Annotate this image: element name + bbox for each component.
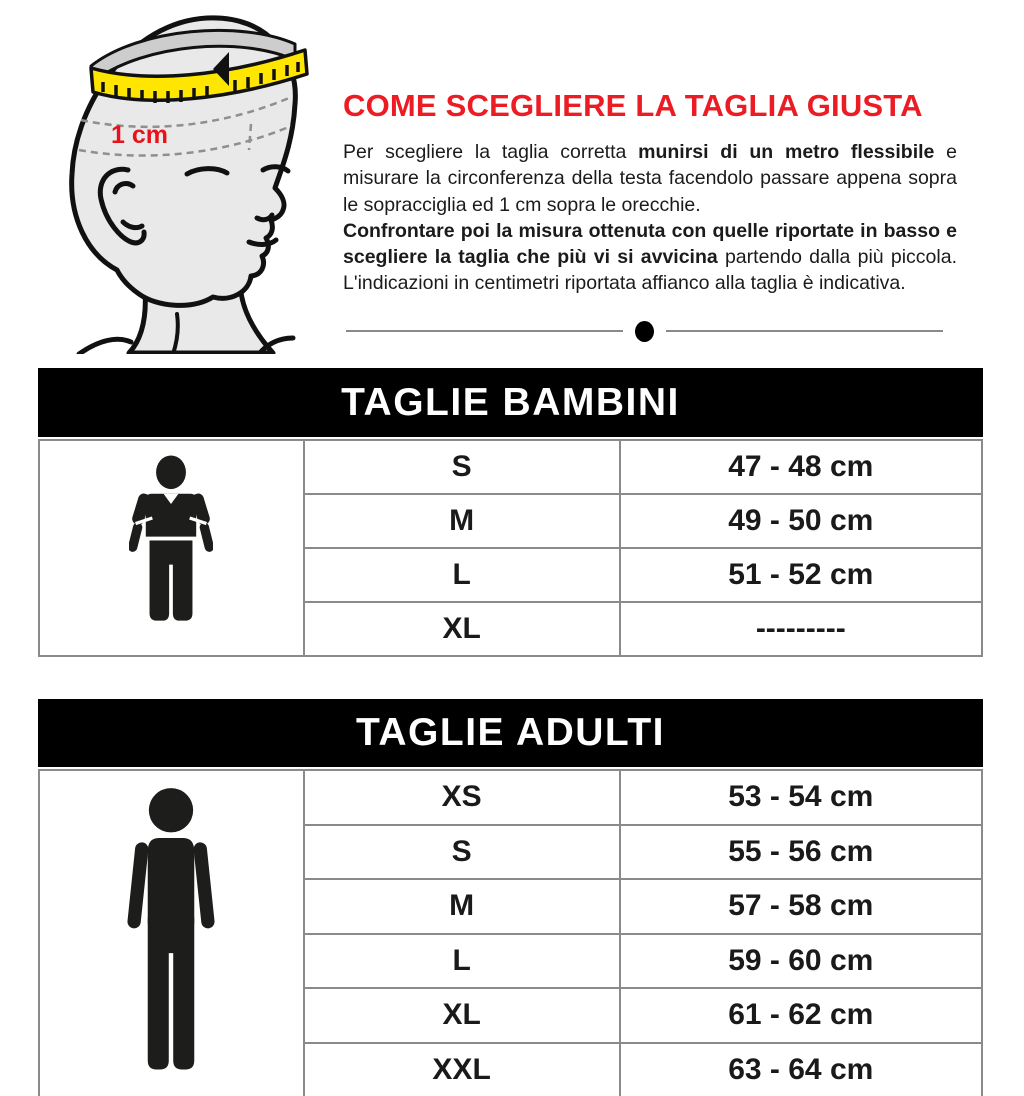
paragraph-segment: Per scegliere la taglia corretta [343,141,639,163]
size-label: M [304,494,620,548]
size-range: 61 - 62 cm [620,988,982,1043]
size-label: M [304,879,620,934]
size-range: 49 - 50 cm [620,494,982,548]
size-label: XXL [304,1043,620,1096]
adults-size-table [38,699,983,1096]
size-range: 59 - 60 cm [620,934,982,989]
size-range: 47 - 48 cm [620,440,982,494]
table-row [39,440,982,494]
adults-table-title: TAGLIE ADULTI [38,699,983,767]
head-measurement-illustration [26,2,330,354]
adult-figure-cell [39,770,304,1096]
child-figure-cell [39,440,304,656]
children-size-table [38,368,983,657]
adult-pictogram-icon [110,787,232,1075]
size-range: 53 - 54 cm [620,770,982,825]
children-table-title: TAGLIE BAMBINI [38,368,983,437]
intro-text-block [343,88,957,297]
paragraph-segment-bold: munirsi di un metro flessibile [638,141,935,163]
intro-section [0,0,1024,368]
size-label: L [304,548,620,602]
size-label: S [304,440,620,494]
paragraph-segment: partendo dalla più piccola. L'indicazioni in centimetri riportata affianco alla taglia è indicativa. [343,246,957,295]
size-range: 51 - 52 cm [620,548,982,602]
size-range: 55 - 56 cm [620,825,982,880]
size-label: XL [304,988,620,1043]
size-label: S [304,825,620,880]
size-label: XS [304,770,620,825]
tape-distance-label: 1 cm [111,121,168,149]
child-pictogram-icon [129,451,213,641]
divider-line-left [346,330,623,332]
size-label: XL [304,602,620,656]
size-range: 63 - 64 cm [620,1043,982,1096]
size-range: 57 - 58 cm [620,879,982,934]
paragraph-segment-bold: Confrontare poi la misura ottenuta con quelle riportate in basso e scegliere la taglia che più vi si avvicina [343,219,957,269]
size-label: L [304,934,620,989]
intro-paragraph [343,139,957,297]
divider-line-right [666,330,943,332]
paragraph-segment: e misurare la circonferenza della testa facendolo passare appena sopra le sopracciglia ed 1 cm sopra le orecchie. [343,141,958,216]
divider-dot [635,321,654,342]
size-range: --------- [620,602,982,656]
table-row [39,770,982,825]
section-divider [346,320,943,342]
page-title: COME SCEGLIERE LA TAGLIA GIUSTA [343,88,923,123]
